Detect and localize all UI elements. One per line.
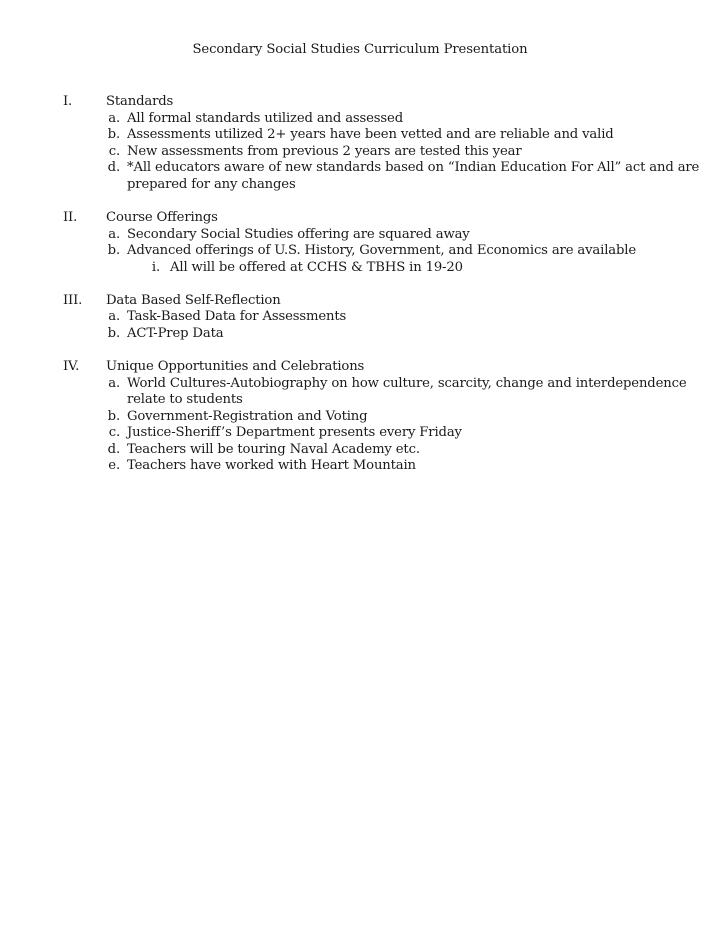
item-marker: a. bbox=[108, 227, 120, 242]
list-item: World Cultures-Autobiography on how culture, scarcity, change and interdependence bbox=[127, 376, 687, 391]
list-item: Teachers will be touring Naval Academy etc. bbox=[127, 442, 420, 457]
item-marker: b. bbox=[107, 326, 120, 341]
list-item-continuation: prepared for any changes bbox=[127, 177, 296, 192]
list-item-continuation: relate to students bbox=[127, 392, 243, 407]
item-marker: b. bbox=[107, 409, 120, 424]
item-marker: c. bbox=[108, 144, 120, 159]
list-item: *All educators aware of new standards based on “Indian Education For All” act and are bbox=[127, 160, 700, 175]
list-item: Government-Registration and Voting bbox=[127, 409, 368, 424]
item-marker: a. bbox=[108, 111, 120, 126]
section-numeral: IV. bbox=[63, 359, 80, 374]
item-marker: a. bbox=[108, 376, 120, 391]
list-item: New assessments from previous 2 years are tested this year bbox=[127, 144, 522, 159]
section-numeral: II. bbox=[63, 210, 78, 225]
section-heading: Standards bbox=[106, 94, 174, 109]
list-item: All formal standards utilized and assessed bbox=[127, 111, 403, 126]
item-marker: b. bbox=[107, 127, 120, 142]
list-item: Advanced offerings of U.S. History, Government, and Economics are available bbox=[127, 243, 636, 258]
list-subitem: All will be offered at CCHS & TBHS in 19-20 bbox=[170, 260, 463, 275]
section-numeral: III. bbox=[63, 293, 83, 308]
item-marker: d. bbox=[107, 442, 120, 457]
list-item: Justice-Sheriff’s Department presents every Friday bbox=[127, 425, 462, 440]
section-heading: Unique Opportunities and Celebrations bbox=[106, 359, 365, 374]
section-heading: Course Offerings bbox=[106, 210, 218, 225]
subitem-marker: i. bbox=[151, 260, 160, 275]
list-item: Teachers have worked with Heart Mountain bbox=[127, 458, 416, 473]
item-marker: b. bbox=[107, 243, 120, 258]
section-heading: Data Based Self-Reflection bbox=[106, 293, 281, 308]
item-marker: a. bbox=[108, 309, 120, 324]
document-title: Secondary Social Studies Curriculum Presentation bbox=[192, 42, 528, 57]
list-item: ACT-Prep Data bbox=[127, 326, 224, 341]
item-marker: d. bbox=[107, 160, 120, 175]
item-marker: e. bbox=[108, 458, 120, 473]
section-numeral: I. bbox=[63, 94, 73, 109]
item-marker: c. bbox=[108, 425, 120, 440]
list-item: Secondary Social Studies offering are squared away bbox=[127, 227, 470, 242]
list-item: Assessments utilized 2+ years have been vetted and are reliable and valid bbox=[127, 127, 614, 142]
list-item: Task-Based Data for Assessments bbox=[127, 309, 347, 324]
